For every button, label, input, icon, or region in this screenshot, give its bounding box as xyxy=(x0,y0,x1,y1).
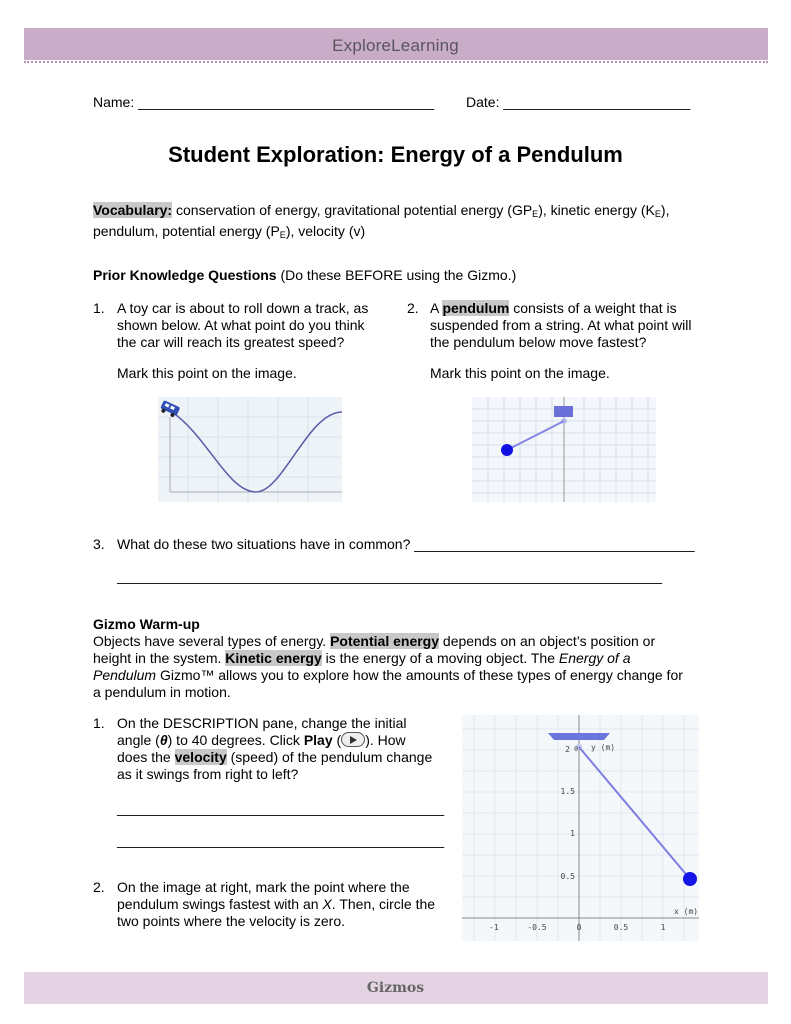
prior-heading-note: (Do these BEFORE using the Gizmo.) xyxy=(280,267,517,283)
date-blank: ________________________ xyxy=(503,94,691,110)
graph-y-tick: 1.5 xyxy=(560,787,575,796)
q2-line: suspended from a string. At what point will xyxy=(430,317,692,333)
warmup-heading: Gizmo Warm-up xyxy=(93,616,200,632)
play-icon xyxy=(341,732,365,747)
prior-q3-number: 3. xyxy=(93,536,105,552)
prior-q3-answer-blank-2[interactable]: ______________________________________________________________________ xyxy=(117,568,663,584)
prior-q2-mark-instruction: Mark this point on the image. xyxy=(430,365,610,381)
vocab-sub: E xyxy=(654,209,661,219)
toy-car-track-image[interactable] xyxy=(158,397,342,502)
vocabulary-label: Vocabulary: xyxy=(93,202,173,218)
warmup-q2-number: 2. xyxy=(93,879,105,895)
vocab-sub: E xyxy=(532,209,539,219)
graph-pendulum-bob xyxy=(683,872,697,886)
graph-x-tick: -0.5 xyxy=(527,923,547,932)
warmup-q1-line: as it swings from right to left? xyxy=(117,766,299,782)
q1-line: A toy car is about to roll down a track, as xyxy=(117,300,369,316)
warmup-text: a pendulum in motion. xyxy=(93,684,231,700)
warmup-q1-text-part: does the xyxy=(117,749,171,765)
graph-y-tick: 2 xyxy=(565,745,570,754)
prior-q3-text: What do these two situations have in common? xyxy=(117,536,411,552)
q2-text: A xyxy=(430,300,439,316)
warmup-q1-text-part: ). How xyxy=(365,732,406,748)
warmup-q2-text xyxy=(117,879,447,930)
name-label: Name: xyxy=(93,94,135,110)
x-mark-italic: X xyxy=(322,896,332,912)
graph-x-tick: 0.5 xyxy=(613,923,629,932)
theta-symbol: θ xyxy=(159,732,168,748)
warmup-intro xyxy=(93,633,713,701)
warmup-q2-text-part: pendulum swings fastest with an xyxy=(117,896,319,912)
gizmo-name-italic: Pendulum xyxy=(93,667,157,683)
warmup-text: is the energy of a moving object. The xyxy=(325,650,555,666)
vocabulary-block xyxy=(93,202,713,244)
page-title: Student Exploration: Energy of a Pendulum xyxy=(168,142,623,167)
q2-text: consists of a weight that is xyxy=(513,300,677,316)
vocab-text: conservation of energy, gravitational potential energy (GP xyxy=(176,202,533,218)
play-label: Play xyxy=(303,732,333,748)
pendulum-small-bob xyxy=(501,444,513,456)
vocab-sub: E xyxy=(279,230,286,240)
name-blank: ______________________________________ xyxy=(138,94,434,110)
graph-y-tick: 1 xyxy=(570,829,575,838)
warmup-q1-text-part: angle ( xyxy=(117,732,160,748)
header-dotted-rule xyxy=(24,61,768,63)
prior-knowledge-heading xyxy=(93,267,516,283)
brand-logo: ExploreLearning xyxy=(332,36,459,55)
pendulum-small-mount xyxy=(554,406,573,417)
prior-heading-text: Prior Knowledge Questions xyxy=(93,267,277,283)
vocab-text: ), velocity (v) xyxy=(285,223,366,239)
warmup-q1-text xyxy=(117,715,447,783)
warmup-q1-line: On the DESCRIPTION pane, change the initial xyxy=(117,715,407,731)
prior-q3-answer-blank[interactable]: ____________________________________ xyxy=(414,536,695,552)
warmup-q1-number: 1. xyxy=(93,715,105,731)
q2-line: the pendulum below move fastest? xyxy=(430,334,647,350)
graph-x-axis-label: x (m) xyxy=(674,907,699,916)
prior-q1-text xyxy=(117,300,397,351)
q1-line: shown below. At what point do you think xyxy=(117,317,365,333)
graph-x-tick: 0 xyxy=(576,923,582,932)
warmup-text: height in the system. xyxy=(93,650,222,666)
kinetic-energy-highlight: Kinetic energy xyxy=(225,650,322,666)
warmup-text: Objects have several types of energy. xyxy=(93,633,327,649)
graph-y-tick: 0.5 xyxy=(560,872,575,881)
gizmos-logo: Gizmos xyxy=(366,980,425,996)
warmup-q1-text-part: ( xyxy=(336,732,342,748)
warmup-q2-line: On the image at right, mark the point where the xyxy=(117,879,410,895)
track-image-background xyxy=(158,397,342,502)
gizmo-name-italic: Energy of a xyxy=(558,650,631,666)
pendulum-graph-large[interactable] xyxy=(462,715,699,941)
date-row xyxy=(466,94,690,110)
prior-q1-number: 1. xyxy=(93,300,105,316)
warmup-text: Gizmo™ allows you to explore how the amounts of these types of energy change for xyxy=(159,667,683,683)
potential-energy-highlight: Potential energy xyxy=(330,633,440,649)
warmup-q2-line: two points where the velocity is zero. xyxy=(117,913,345,929)
warmup-q2-text-part: . Then, circle the xyxy=(331,896,436,912)
velocity-highlight: velocity xyxy=(174,749,227,765)
warmup-text: depends on an object’s position or xyxy=(442,633,656,649)
graph-theta-symbol: θ xyxy=(574,745,579,753)
vocab-text: pendulum, potential energy (P xyxy=(93,223,280,239)
vocab-text: ), xyxy=(660,202,670,218)
pendulum-highlight: pendulum xyxy=(442,300,510,316)
q1-line: the car will reach its greatest speed? xyxy=(117,334,345,350)
vocab-text: ), kinetic energy (K xyxy=(538,202,655,218)
warmup-q1-answer-blank-2[interactable]: __________________________________________ xyxy=(117,832,445,848)
graph-y-axis-label: y (m) xyxy=(591,743,616,752)
warmup-q1-text-part: ) to 40 degrees. Click xyxy=(167,732,300,748)
prior-q2-text xyxy=(430,300,730,351)
prior-q2-number: 2. xyxy=(407,300,419,316)
name-row xyxy=(93,94,434,110)
graph-pendulum-mount xyxy=(548,733,610,740)
pendulum-image-small[interactable] xyxy=(472,397,656,502)
warmup-q1-answer-blank-1[interactable]: __________________________________________ xyxy=(117,800,445,816)
prior-q1-mark-instruction: Mark this point on the image. xyxy=(117,365,297,381)
graph-x-tick: 1 xyxy=(660,923,666,932)
date-label: Date: xyxy=(466,94,500,110)
warmup-q1-text-part: (speed) of the pendulum change xyxy=(230,749,433,765)
prior-q3-row xyxy=(117,536,695,552)
graph-x-tick: -1 xyxy=(489,923,499,932)
